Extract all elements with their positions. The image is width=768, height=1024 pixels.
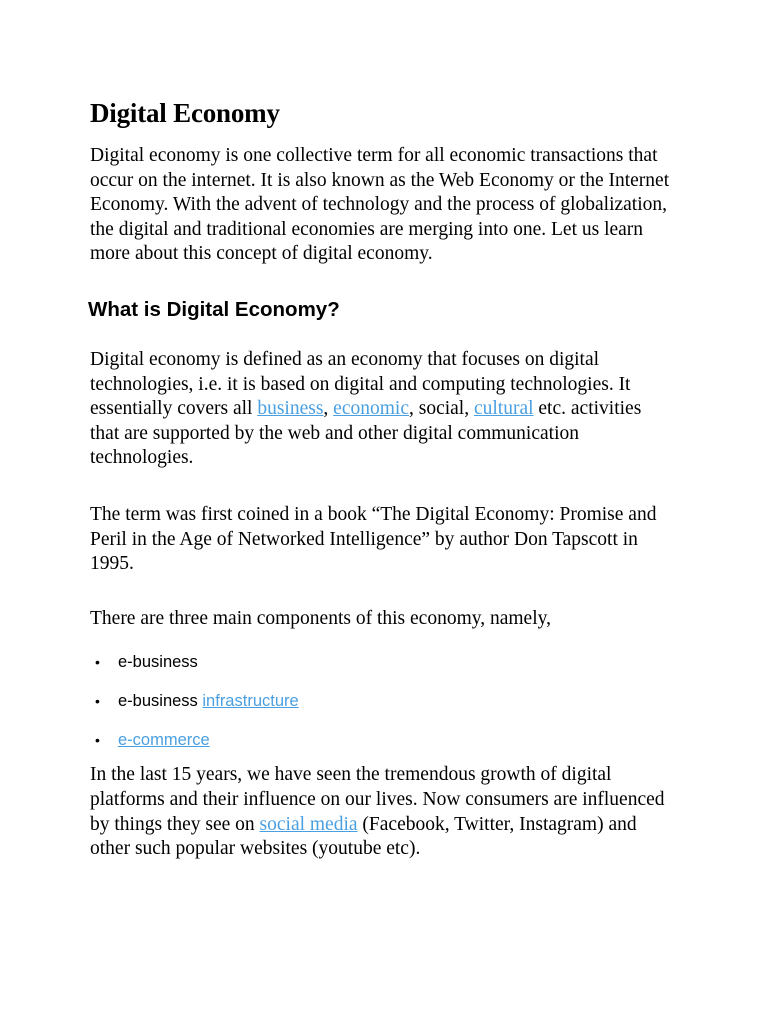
list-item [90,729,670,751]
document-body [90,96,670,862]
economic-link[interactable]: economic [333,398,409,420]
list-item-text: e-business [118,653,198,672]
growth-text-2: (Facebook, Twitter, Instagram) and other such popular websites (youtube etc). [90,813,637,860]
definition-text-1: Digital economy is defined as an economy that focuses on digital technologies, i.e. it is based on digital and computing technologies. It essentially covers all [90,348,631,420]
list-item [90,690,670,712]
list-item [90,651,670,673]
definition-separator-1: , [323,398,334,420]
intro-paragraph: Digital economy is one collective term for all economic transactions that occur on the internet. It is also known as the Web Economy or the Internet Economy. With the advent of technology and the process of globalization, the digital and traditional economies are merging into one. Let us learn more about this concept of digital economy. [90,145,670,265]
components-list [90,651,670,751]
social-media-link[interactable]: social media [259,813,358,835]
bullet-icon: • [95,693,100,710]
definition-separator-2: , social, [408,398,474,420]
definition-paragraph [90,348,670,471]
coined-paragraph: The term was first coined in a book “The Digital Economy: Promise and Peril in the Age of Networked Intelligence” by author Don Tapscott in 1995. [90,503,657,575]
list-item-text: e-business [118,692,203,711]
definition-text-2: etc. activities that are supported by the web and other digital communication technologies. [90,398,642,469]
cultural-link[interactable]: cultural [473,398,534,420]
components-intro: There are three main components of this economy, namely, [90,607,551,629]
bullet-icon: • [95,654,100,671]
e-commerce-link[interactable]: e-commerce [118,731,210,750]
infrastructure-link[interactable]: infrastructure [202,692,299,711]
section-heading: What is Digital Economy? [88,297,340,321]
growth-paragraph [90,763,670,861]
page-title: Digital Economy [90,98,280,128]
bullet-icon: • [95,732,100,749]
growth-text-1: In the last 15 years, we have seen the tremendous growth of digital platforms and their influence on our lives. Now consumers are influenced by things they see on [90,764,665,835]
business-link[interactable]: business [257,398,324,420]
